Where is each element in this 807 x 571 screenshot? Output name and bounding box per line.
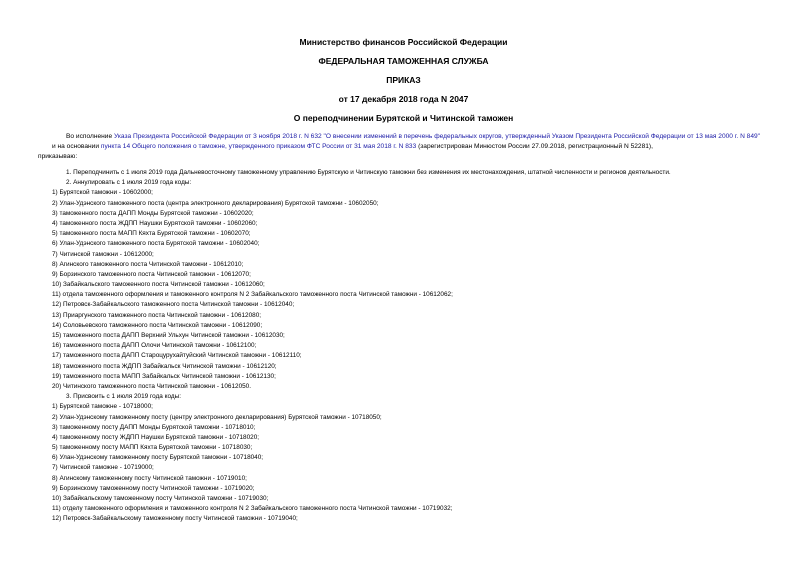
intro-lead: Во исполнение bbox=[66, 133, 114, 140]
code-list-item: 8) Агинскому таможенному посту Читинской таможни - 10719010; bbox=[52, 474, 247, 482]
code-list-item: 7) Читинской таможни - 10612000; bbox=[52, 250, 154, 258]
code-list-item: 6) Улан-Удэнского таможенного поста Бурятской таможни - 10602040; bbox=[52, 240, 260, 248]
order-word: приказываю: bbox=[38, 152, 78, 160]
code-list-item: 8) Агинского таможенного поста Читинской таможни - 10612010; bbox=[52, 260, 244, 268]
order-items-list bbox=[52, 168, 760, 525]
code-list-item: 2) Улан-Удэнского таможенного поста (центра электронного декларирования) Бурятской таможни - 10602050; bbox=[52, 199, 379, 207]
decree-link[interactable]: Указа Президента Российской Федерации от 3 ноября 2018 г. N 632 "О внесении изменений в перечень федеральных округов, утвержденный Указом Президента Российской Федерации от 13 мая 2000 г. N 849" bbox=[113, 133, 761, 140]
code-list-item: 14) Соловьевского таможенного поста Читинской таможни - 10612090; bbox=[52, 321, 263, 329]
code-list-item: 5) таможенного поста МАПП Кяхта Бурятской таможни - 10602070; bbox=[52, 230, 251, 238]
code-list-item: 2) Улан-Удэнскому таможенному посту (центру электронного декларирования) Бурятской таможни - 10718050; bbox=[52, 413, 382, 421]
code-list-item: 10) Забайкальского таможенного поста Читинской таможни - 10612060; bbox=[52, 281, 265, 289]
code-list-item: 12) Петровск-Забайкальского таможенного поста Читинской таможни - 10612040; bbox=[52, 301, 295, 309]
intro-mid: и на основании bbox=[52, 142, 101, 150]
code-list-item: 4) таможенного поста ЖДПП Наушки Бурятской таможни - 10602060; bbox=[52, 219, 258, 227]
code-list-item: 15) таможенного поста ДАПП Верхний Ульхун Читинской таможни - 10612030; bbox=[52, 332, 285, 339]
code-list-item: 16) таможенного поста ДАПП Олочи Читинской таможни - 10612100; bbox=[52, 342, 257, 350]
code-list-item: 9) Борзинскому таможенному посту Читинской таможни - 10719020; bbox=[52, 484, 255, 492]
code-list-item: 3) таможенного поста ДАПП Монды Бурятской таможни - 10602020; bbox=[52, 209, 254, 217]
order-paragraph: 1. Переподчинить с 1 июля 2019 года Дальневосточному таможенному управлению Бурятскую и Читинскую таможни без изменения их местонахождения, штатной численности и регионов деятельности. bbox=[66, 169, 671, 176]
code-list-item: 12) Петровск-Забайкальскому таможенному посту Читинской таможни - 10719040; bbox=[52, 515, 298, 523]
ministry-title: Министерство финансов Российской Федерации bbox=[299, 37, 508, 47]
code-list-item: 10) Забайкальскому таможенному посту Читинской таможни - 10719030; bbox=[52, 495, 269, 502]
intro-tail: (зарегистрирован Минюстом России 27.09.2018, регистрационный N 52281), bbox=[416, 142, 653, 150]
intro-paragraph bbox=[38, 132, 761, 161]
code-list-item: 13) Приаргунского таможенного поста Читинской таможни - 10612080; bbox=[52, 311, 262, 319]
service-title: ФЕДЕРАЛЬНАЯ ТАМОЖЕННАЯ СЛУЖБА bbox=[318, 56, 489, 66]
code-list-item: 5) таможенному посту МАПП Кяхта Бурятской таможни - 10718030; bbox=[52, 444, 253, 452]
code-list-item: 7) Читинской таможне - 10719000; bbox=[52, 464, 154, 472]
subject-title: О переподчинении Бурятской и Читинской таможен bbox=[293, 113, 514, 123]
code-list-item: 3) таможенному посту ДАПП Монды Бурятской таможни - 10718010; bbox=[52, 423, 256, 431]
code-list-item: 4) таможенному посту ЖДПП Наушки Бурятской таможни - 10718020; bbox=[52, 433, 260, 441]
code-list-item: 6) Улан-Удэнскому таможенному посту Бурятской таможни - 10718040; bbox=[52, 454, 264, 462]
doc-type-title: ПРИКАЗ bbox=[386, 75, 421, 85]
code-list-item: 20) Читинского таможенного поста Читинской таможни - 10612050. bbox=[52, 382, 252, 390]
code-list-item: 18) таможенного поста ЖДПП Забайкальск Читинской таможни - 10612120; bbox=[52, 362, 277, 370]
date-number-title: от 17 декабря 2018 года N 2047 bbox=[338, 94, 469, 104]
code-list-item: 19) таможенного поста МАПП Забайкальск Читинской таможни - 10612130; bbox=[52, 372, 276, 380]
code-list-item: 9) Борзинского таможенного поста Читинской таможни - 10612070; bbox=[52, 270, 251, 278]
code-list-item: 1) Бурятской таможни - 10602000; bbox=[52, 189, 153, 197]
regulation-link[interactable]: пункта 14 Общего положения о таможне, утвержденного приказом ФТС России от 31 мая 2018 г. N 833 bbox=[100, 142, 417, 150]
code-list-item: 1) Бурятской таможне - 10718000; bbox=[52, 403, 153, 411]
code-list-item: 11) отделу таможенного оформления и таможенного контроля N 2 Забайкальского таможенного поста Читинской таможни - 10719032; bbox=[52, 505, 453, 513]
order-paragraph: 3. Присвоить с 1 июля 2019 года коды: bbox=[66, 393, 182, 401]
code-list-item: 11) отдела таможенного оформления и таможенного контроля N 2 Забайкальского таможенного поста Читинской таможни - 10612062; bbox=[52, 291, 453, 299]
order-paragraph: 2. Аннулировать с 1 июля 2019 года коды: bbox=[66, 179, 192, 187]
code-list-item: 17) таможенного поста ДАПП Староцурухайтуйский Читинской таможни - 10612110; bbox=[52, 352, 302, 360]
